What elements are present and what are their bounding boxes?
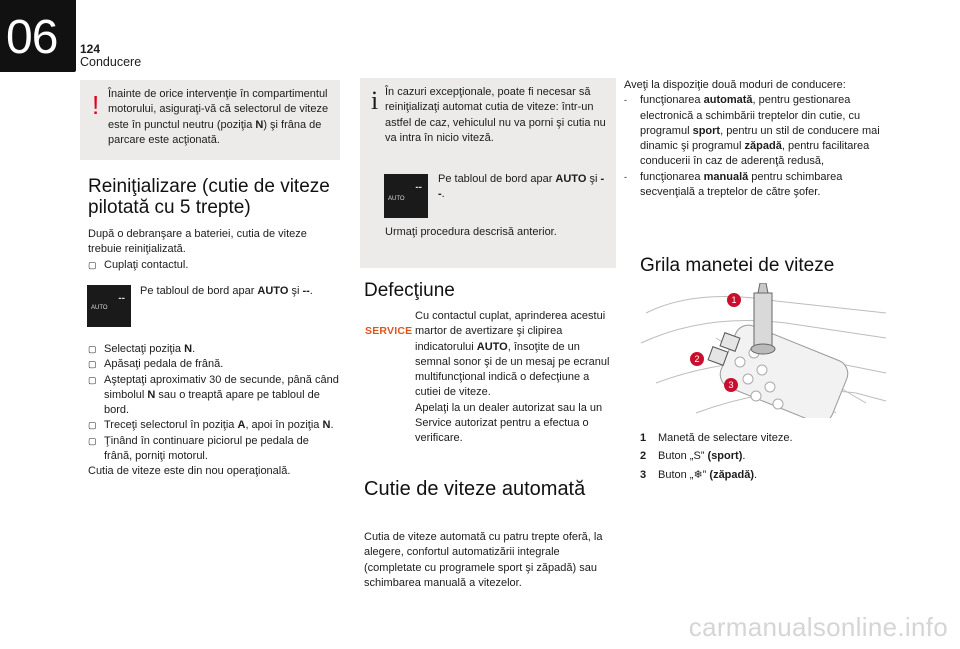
legend-item: 3 Buton „❄” (zăpadă). <box>640 469 758 481</box>
callout-1: 1 <box>727 293 741 307</box>
gear-selector-illustration <box>636 283 892 418</box>
reinit-title: Reiniţializare (cutie de viteze pilotată cu 5 trepte) <box>88 176 330 218</box>
reinit-step-contact: ▢ Cuplaţi contactul. <box>88 258 338 273</box>
dashboard-dash-text: -- <box>415 182 422 193</box>
callout-2: 2 <box>690 352 704 366</box>
grid-title: Grila manetei de viteze <box>640 255 835 276</box>
callout-3: 3 <box>724 378 738 392</box>
section-name: Conducere <box>80 55 142 69</box>
warning-text: Înainte de orice intervenţie în compartimentul motorului, asiguraţi-vă că selectorul de viteze este în punctul neutru (poziţia N) şi frâna de parcare este acţionată. <box>108 88 329 146</box>
dashboard-auto-image <box>384 174 428 218</box>
defect-title: Defecţiune <box>364 280 455 301</box>
list-item: ▢ Ţinând în continuare piciorul pe pedala de frână, porniţi motorul. <box>88 434 309 463</box>
reinit-closing: Cutia de viteze este din nou operaţională. <box>88 465 291 478</box>
modes-text: Aveţi la dispoziţie două moduri de conducere: - funcţionarea automată, pentru gestionarea electronică a schimbării treptelor din cutie, cu programul sport, pentru un stil de conducere mai dinamic şi programul zăpadă, pentru facilitarea conducerii în caz de aderenţă redusă, - funcţionarea manuală pentru schimbarea secvenţială a treptelor de către şofer. <box>624 78 892 200</box>
service-warning-icon: SERVICE <box>365 325 413 337</box>
auto-gearbox-text: Cutia de viteze automată cu patru trepte oferă, la alegere, confortul automatizării integrale (completate cu programele sport şi zăpadă) sau schimbarea manuală a vitezelor. <box>364 531 603 589</box>
dashboard-auto-text: AUTO <box>91 305 108 311</box>
list-item: ▢ Selectaţi poziţia N. <box>88 343 196 355</box>
chapter-number: 06 <box>6 11 58 64</box>
dashboard-dash-text: -- <box>118 293 125 304</box>
list-item: - funcţionarea manuală pentru schimbarea secvenţială a treptelor de către şofer. <box>624 170 843 199</box>
list-item: - funcţionarea automată, pentru gestionarea electronică a schimbării treptelor din cutie, cu programul sport, pentru un stil de conducere mai dinamic şi programul zăpadă, pentru facilitarea conducerii în caz de aderenţă redusă, <box>624 94 880 168</box>
bullet-icon: ▢ <box>88 260 97 270</box>
chapter-tab <box>0 0 76 72</box>
auto-gearbox-title: Cutie de viteze automată <box>364 478 586 500</box>
info-text: În cazuri excepţionale, poate fi necesar să reiniţializaţi automat cutia de viteze: într-un astfel de caz, vehiculul nu va porni şi cutia nu va intra în nicio viteză. <box>385 86 606 144</box>
exclamation-icon: ! <box>92 90 100 120</box>
reinit-intro: După o debranşare a bateriei, cutia de viteze trebuie reiniţializată. <box>88 228 307 256</box>
watermark: carmanualsonline.info <box>688 612 948 642</box>
info-icon: i <box>371 86 379 115</box>
dashboard-auto-image <box>87 285 131 327</box>
list-item: ▢ Aşteptaţi aproximativ 30 de secunde, până când simbolul N sau o treaptă apare pe tabloul de bord. <box>88 373 339 417</box>
legend-item: 1 Manetă de selectare viteze. <box>640 432 793 444</box>
dashboard-auto-text: AUTO <box>388 196 405 202</box>
reinit-dash-note: Pe tabloul de bord apar AUTO şi --. <box>140 285 313 297</box>
info-follow: Urmaţi procedura descrisă anterior. <box>385 226 557 238</box>
list-item: ▢ Treceţi selectorul în poziţia A, apoi în poziţia N. <box>88 419 334 432</box>
page-number: 124 <box>80 42 101 56</box>
reinit-steps <box>88 342 340 480</box>
list-item: ▢ Apăsaţi pedala de frână. <box>88 358 224 371</box>
legend-item: 2 Buton „S” (sport). <box>640 450 746 462</box>
defect-text: Cu contactul cuplat, aprinderea acestui martor de avertizare şi clipirea indicatorului AUTO, însoţite de un semnal sonor şi de un mesaj pe ecranul multifuncţional indică o defecţiune a cutiei de viteze. Apelaţi la un dealer autorizat sau la un Service autorizat pentru a efectua o verificare. <box>415 310 610 445</box>
info-dash-note: Pe tabloul de bord apar AUTO şi --. <box>438 173 605 201</box>
